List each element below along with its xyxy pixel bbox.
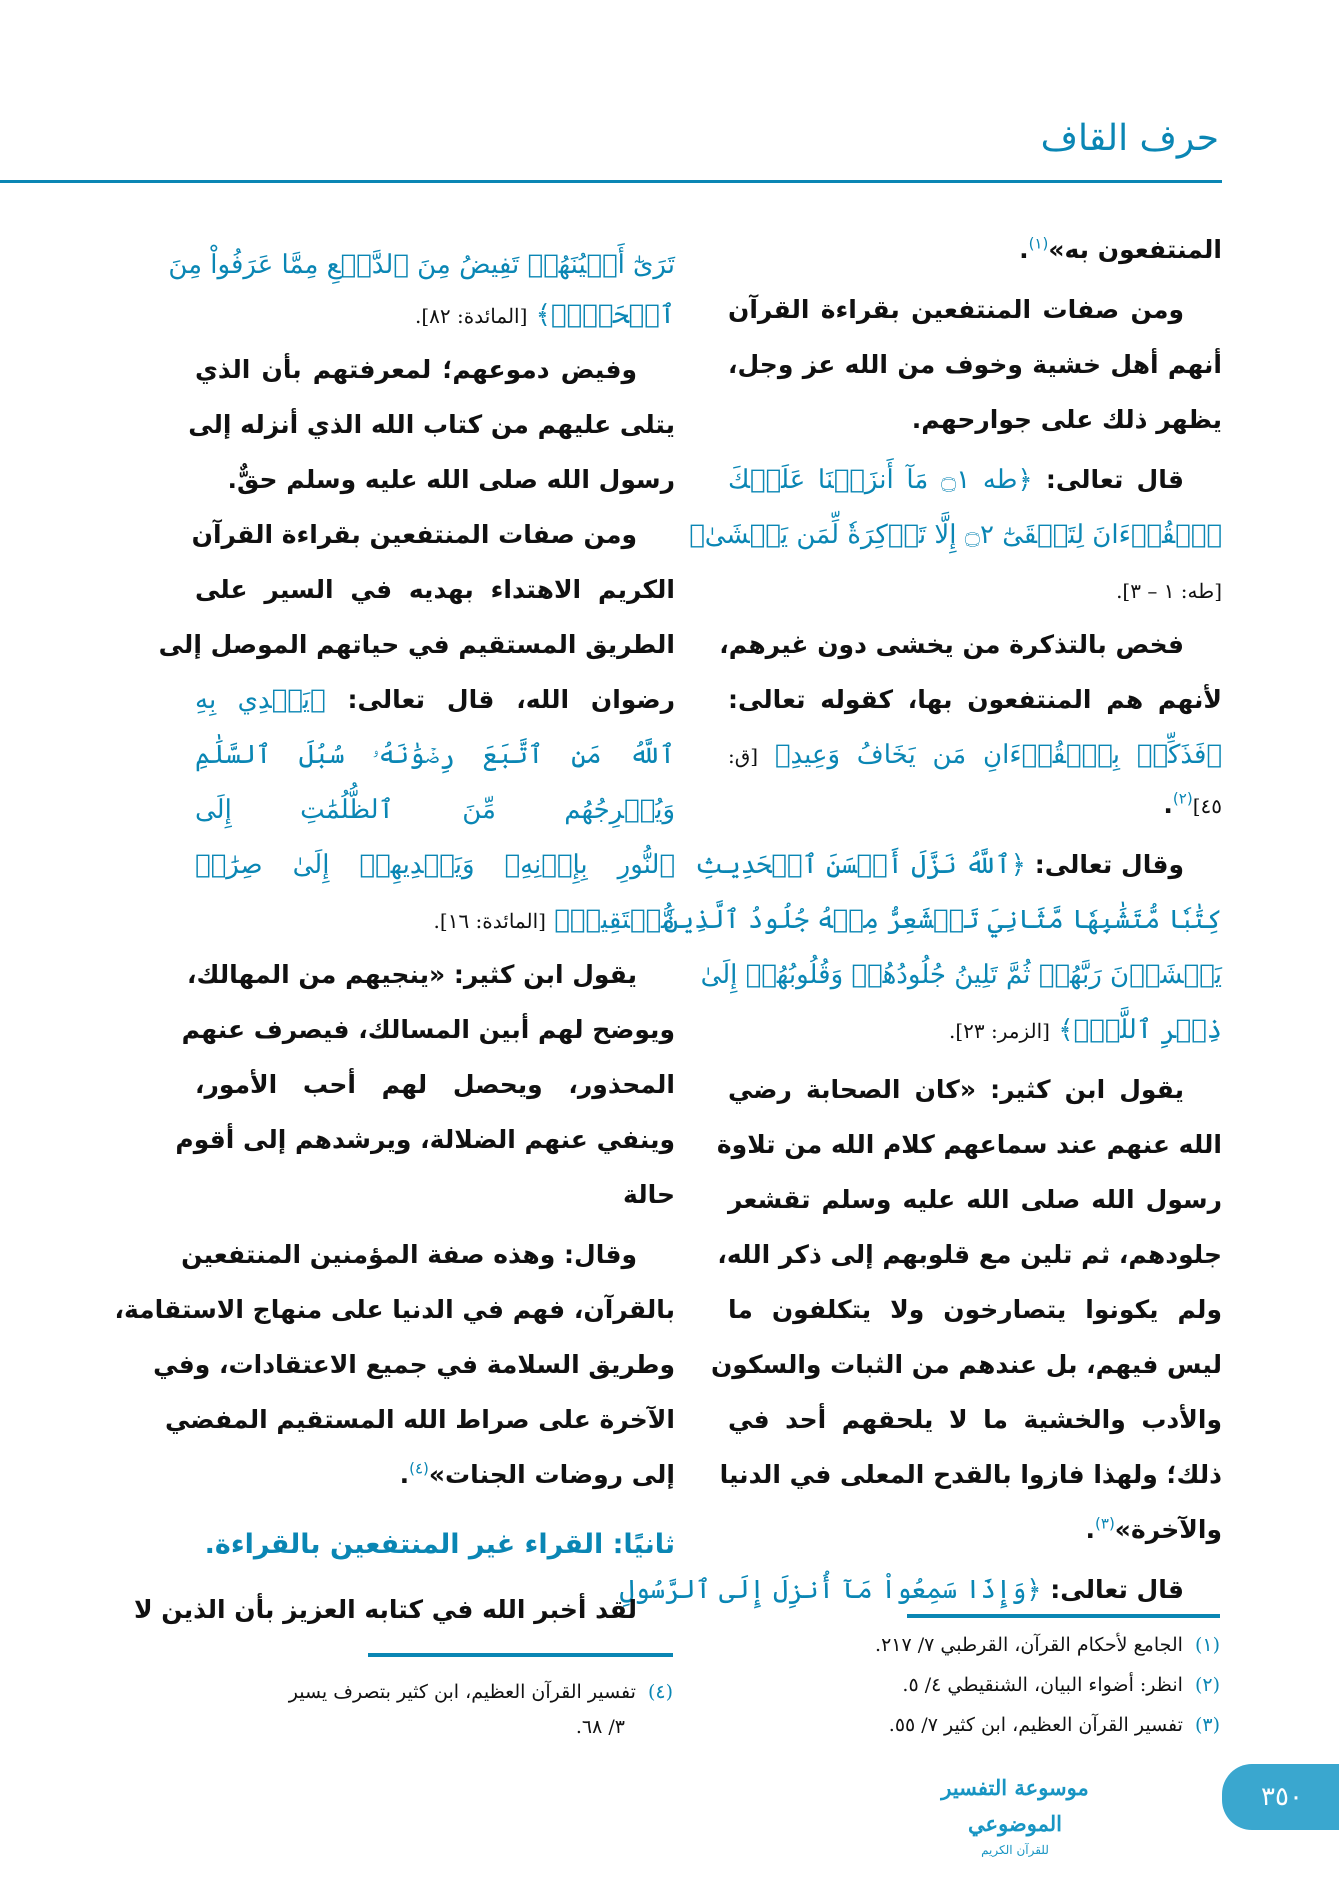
encyclopedia-logo [930, 1770, 1100, 1858]
text-line [195, 1450, 675, 1500]
footnote [576, 1710, 625, 1744]
body-text: قال تعالى: [1041, 1575, 1184, 1604]
body-text: ويوضح لهم أبين المسالك، فيصرف عنهم [181, 1015, 675, 1044]
footnote-text: انظر: أضواء البيان، الشنقيطي ٤/ ٥. [902, 1674, 1183, 1696]
text-line [663, 895, 1222, 945]
text-line [195, 290, 675, 340]
body-text: الطريق المستقيم في حياتهم الموصل إلى [158, 630, 675, 659]
text-line [181, 1005, 675, 1055]
quran-verse-text: ٱلۡحَقِّۖ﴾ [527, 300, 675, 330]
body-text: . [399, 1460, 410, 1489]
text-line [153, 1340, 675, 1390]
section-heading: ثانيًا: القراء غير المنتفعين بالقراءة. [204, 1529, 675, 1560]
verse-reference: ٤٥] [1192, 794, 1222, 818]
text-line [195, 840, 675, 890]
footnote-marker[interactable]: (٤) [409, 1459, 429, 1478]
body-text: وفيض دموعهم؛ لمعرفتهم بأن الذي [195, 355, 637, 384]
body-text: المنتفعون به» [1048, 235, 1222, 264]
text-line [716, 1120, 1222, 1170]
footnote-marker[interactable]: (٣) [1095, 1514, 1115, 1533]
text-line [181, 1230, 675, 1280]
text-line [728, 455, 1222, 505]
text-line [728, 730, 1222, 780]
body-text: وقال تعالى: [1026, 850, 1184, 879]
text-line [719, 1450, 1222, 1500]
text-line [728, 1005, 1222, 1055]
text-line [728, 395, 1222, 445]
text-line [728, 1285, 1222, 1335]
footnote-number: (٣) [1194, 1714, 1220, 1736]
text-line [195, 455, 675, 505]
footnote-marker[interactable]: (٢) [1172, 789, 1193, 808]
footnote-number: (١) [1194, 1634, 1220, 1656]
footnote-number: (٤) [647, 1681, 673, 1703]
quran-verse-text: ٱلۡقُرۡءَانَ لِتَشۡقَىٰٓ ۝٢ إِلَّا تَذۡكِرَةٗ لِّمَن يَخۡشَىٰ﴾ [689, 520, 1222, 550]
text-line [195, 345, 675, 395]
body-text: جلودهم، ثم تلين مع قلوبهم إلى ذكر الله، [717, 1240, 1222, 1269]
body-text: يتلى عليهم من كتاب الله الذي أنزله إلى [188, 410, 675, 439]
quran-verse-text: ٱللَّهُ مَنِ ٱتَّبَعَ رِضۡوَٰنَهُۥ سُبُلَ ٱلسَّلَٰمِ [195, 740, 675, 770]
text-line [619, 1565, 1222, 1615]
footnote-text: ٣/ ٦٨. [575, 1716, 625, 1738]
body-text: يظهر ذلك على جوارحهم. [911, 405, 1222, 434]
text-line [186, 950, 675, 1000]
footnote-separator-left [368, 1653, 673, 1657]
body-text: يقول ابن كثير: «ينجيهم من المهالك، [186, 960, 637, 989]
text-line [191, 510, 675, 560]
text-line [195, 1060, 675, 1110]
body-text: بالقرآن، فهم في الدنيا على منهاج الاستقامة، [114, 1295, 675, 1324]
body-text: رسول الله صلى الله عليه وسلم تقشعر [728, 1185, 1222, 1214]
quran-verse-text: ٱلنُّورِ بِإِذۡنِهِۦ وَيَهۡدِيهِمۡ إِلَىٰ صِرَٰطٖ [195, 850, 675, 880]
quran-verse-text: ﴿طه ۝١ مَآ أَنزَلۡنَا عَلَيۡكَ [728, 465, 1033, 495]
text-line [728, 675, 1222, 725]
text-line [728, 1395, 1222, 1445]
body-text: المحذور، ويحصل لهم أحب الأمور، [195, 1070, 675, 1099]
body-text: الآخرة على صراط الله المستقيم المفضي [165, 1405, 675, 1434]
text-line [728, 780, 1222, 830]
text-line [728, 225, 1222, 275]
quran-verse-text: كِتَٰبٗا مُّتَشَٰبِهٗا مَّثَانِيَ تَقۡشَعِرُّ مِنۡهُ جُلُودُ ٱلَّذِينَ [663, 905, 1222, 935]
footnote-marker[interactable]: (١) [1028, 234, 1049, 253]
text-line [717, 1230, 1222, 1280]
body-text: ومن صفات المنتفعين بقراءة القرآن [191, 520, 637, 549]
text-line [728, 1175, 1222, 1225]
footnote-number: (٢) [1194, 1674, 1220, 1696]
footnote [875, 1628, 1220, 1662]
body-text: والآخرة» [1114, 1515, 1222, 1544]
text-line [165, 1395, 675, 1445]
body-text: وقال: وهذه صفة المؤمنين المنتفعين [181, 1240, 637, 1269]
body-text: لقد أخبر الله في كتابه العزيز بأن الذين لا [133, 1595, 637, 1624]
footnote [889, 1708, 1220, 1742]
quran-verse-text: وَيُخۡرِجُهُم مِّنَ ٱلظُّلُمَٰتِ إِلَى [195, 795, 675, 825]
verse-reference: [المائدة: ٨٢]. [415, 304, 528, 328]
text-line [728, 565, 1222, 615]
text-line [695, 840, 1222, 890]
quran-verse-text: ﴿يَهۡدِي بِهِ [195, 685, 326, 715]
text-line [728, 340, 1222, 390]
text-line [195, 565, 675, 615]
footnote-text: الجامع لأحكام القرآن، القرطبي ٧/ ٢١٧. [875, 1634, 1183, 1656]
logo-subtitle: للقرآن الكريم [981, 1843, 1049, 1857]
logo-title: موسوعة التفسير الموضوعي [941, 1775, 1089, 1836]
text-line [710, 1340, 1222, 1390]
text-line [195, 1520, 675, 1570]
verse-reference: [طه: ١ – ٣]. [1116, 579, 1222, 603]
body-text: وينفي عنهم الضلالة، ويرشدهم إلى أقوم [175, 1125, 675, 1154]
text-line [168, 240, 675, 290]
text-line [728, 1065, 1222, 1115]
text-line [195, 785, 675, 835]
body-text: ومن صفات المنتفعين بقراءة القرآن [728, 295, 1184, 324]
body-text: أنهم أهل خشية وخوف من الله عز وجل، [728, 350, 1222, 379]
body-text: وطريق السلامة في جميع الاعتقادات، وفي [153, 1350, 675, 1379]
quran-verse-text: مُّسۡتَقِيمٖ﴾ [545, 905, 675, 935]
body-text: الله عنهم عند سماعهم كلام الله من تلاوة [716, 1130, 1222, 1159]
text-line [719, 620, 1222, 670]
text-line [114, 1285, 675, 1335]
text-line [188, 400, 675, 450]
body-text: . [1163, 790, 1173, 819]
text-line [158, 620, 675, 670]
body-text: إلى روضات الجنات» [428, 1460, 675, 1489]
quran-verse-text: ﴿وَإِذَا سَمِعُواْ مَآ أُنزِلَ إِلَى ٱلرَّسُولِ [619, 1575, 1042, 1605]
body-text: يقول ابن كثير: «كان الصحابة رضي [728, 1075, 1184, 1104]
footnote [902, 1668, 1220, 1702]
quran-verse-text: ذِكۡرِ ٱللَّهِۚ﴾ [1049, 1015, 1222, 1045]
footnote-text: تفسير القرآن العظيم، ابن كثير بتصرف يسير [288, 1681, 636, 1703]
chapter-title: حرف القاف [1040, 118, 1219, 159]
body-text: . [1085, 1515, 1096, 1544]
text-line [195, 895, 675, 945]
text-line [195, 675, 675, 725]
body-text: ولم يكونوا يتصارخون ولا يتكلفون ما [728, 1295, 1222, 1324]
body-text: رضوان الله، قال تعالى: [325, 685, 676, 714]
text-line [175, 1115, 675, 1165]
quran-verse-text: يَخۡشَوۡنَ رَبَّهُمۡ ثُمَّ تَلِينُ جُلُودُهُمۡ وَقُلُوبُهُمۡ إِلَىٰ [700, 960, 1222, 990]
body-text: . [1019, 235, 1029, 264]
text-line [133, 1585, 675, 1635]
footnote [289, 1675, 673, 1709]
body-text: فخص بالتذكرة من يخشى دون غيرهم، [719, 630, 1184, 659]
body-text: لأنهم هم المنتفعون بها، كقوله تعالى: [728, 685, 1222, 714]
verse-reference: [ق: [728, 744, 759, 768]
quran-verse-text: تَرَىٰٓ أَعۡيُنَهُمۡ تَفِيضُ مِنَ ٱلدَّمۡعِ مِمَّا عَرَفُواْ مِنَ [168, 250, 675, 280]
quran-verse-text: ﴿ٱللَّهُ نَزَّلَ أَحۡسَنَ ٱلۡحَدِيثِ [695, 850, 1027, 880]
body-text: حالة [623, 1180, 675, 1209]
footnote-text: تفسير القرآن العظيم، ابن كثير ٧/ ٥٥. [888, 1714, 1183, 1736]
header-rule [0, 180, 1222, 183]
verse-reference: [المائدة: ١٦]. [433, 909, 546, 933]
text-line [195, 730, 675, 780]
body-text: قال تعالى: [1032, 465, 1184, 494]
body-text: ليس فيهم، بل عندهم من الثبات والسكون [710, 1350, 1222, 1379]
body-text: والأدب والخشية ما لا يلحقهم أحد في [728, 1405, 1222, 1434]
body-text: ذلك؛ ولهذا فازوا بالقدح المعلى في الدنيا [719, 1460, 1222, 1489]
text-line [195, 1170, 675, 1220]
text-line [728, 1505, 1222, 1555]
verse-reference: [الزمر: ٢٣]. [948, 1019, 1050, 1043]
quran-verse-text: ﴿فَذَكِّرۡ بِٱلۡقُرۡءَانِ مَن يَخَافُ وَعِيدِ﴾ [758, 740, 1222, 770]
text-line [728, 285, 1222, 335]
page-number: ٣٥٠ [1261, 1782, 1303, 1812]
text-line [700, 950, 1222, 1000]
page-number-badge [1222, 1764, 1339, 1830]
text-line [689, 510, 1222, 560]
body-text: رسول الله صلى الله عليه وسلم حقٌّ. [227, 465, 675, 494]
body-text: الكريم الاهتداء بهديه في السير على [195, 575, 675, 604]
footnote-separator-right [907, 1614, 1220, 1618]
